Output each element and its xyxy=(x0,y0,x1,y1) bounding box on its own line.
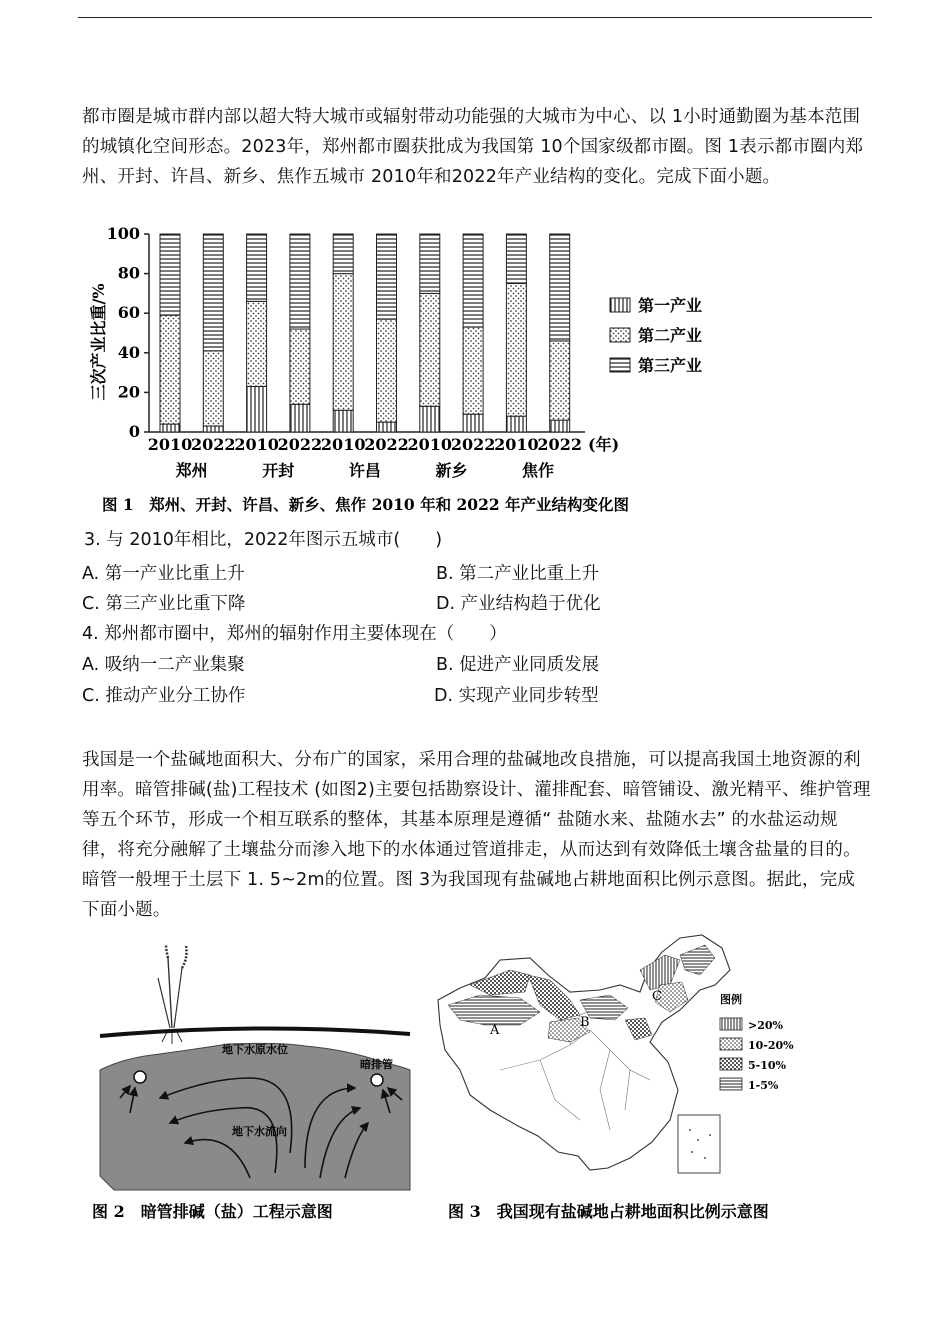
drain-pipe-left xyxy=(134,1071,146,1083)
bar-segment-3 xyxy=(203,234,223,351)
flow-label: 地下水流向 xyxy=(232,1125,287,1138)
water-table-label: 地下水原水位 xyxy=(222,1043,288,1056)
bar-segment-3 xyxy=(247,234,267,301)
bar-segment-3 xyxy=(463,234,483,327)
legend-label: 第一产业 xyxy=(638,296,703,315)
bar-segment-3 xyxy=(377,234,397,319)
passage-2: 我国是一个盐碱地面积大、分布广的国家，采用合理的盐碱地改良措施，可以提高我国土地资源的利用率。暗管排碱(盐)工程技术 (如图2)主要包括勘察设计、灌排配套、暗管铺设、激光精平、维护管理等五个环节，形成一个相互联系的整体，其基本原理是遵循“ 盐随水来、盐随水去” 的水盐运动规律，将充分融解了土壤盐分而渗入地下的水体通过管道排走，从而达到有效降低土壤含盐量的目的。暗管一般埋于土层下 1. 5~2m的位置。图 3为我国现有盐碱地占耕地面积比例示意图。据此，完成下面小题。 xyxy=(82,750,871,920)
figure-1-chart xyxy=(82,222,722,518)
bar-segment-2 xyxy=(203,351,223,426)
q4-option-d[interactable]: D. 实现产业同步转型 xyxy=(434,686,599,706)
bar-segment-2 xyxy=(506,284,526,417)
bar-segment-1 xyxy=(463,414,483,432)
south-china-sea-inset xyxy=(678,1115,720,1173)
q3-option-c[interactable]: C. 第三产业比重下降 xyxy=(82,594,246,614)
legend-title: 图例 xyxy=(720,993,742,1006)
pipe-label: 暗排管 xyxy=(360,1058,393,1071)
drain-pipe-right xyxy=(371,1074,383,1086)
point-c-label: C xyxy=(652,989,662,1004)
legend-swatch xyxy=(610,298,630,312)
y-tick-label: 100 xyxy=(106,224,140,243)
bar-segment-3 xyxy=(506,234,526,284)
point-b-label: B xyxy=(580,1015,590,1030)
bar-segment-2 xyxy=(550,341,570,420)
figure-2-caption: 图 2 暗管排碱（盐）工程示意图 xyxy=(92,1202,333,1221)
x-group-label: 开封 xyxy=(262,461,295,480)
bar-segment-2 xyxy=(377,319,397,422)
y-tick-label: 20 xyxy=(117,382,140,402)
q3-stem: 3. 与 2010年相比，2022年图示五城市( ) xyxy=(84,530,443,550)
figure-3-map xyxy=(430,930,850,1230)
x-tick-label: 2022 xyxy=(364,435,409,454)
y-tick-label: 40 xyxy=(117,342,140,362)
map-legend-label: >20% xyxy=(748,1019,783,1032)
x-tick-label: 2022 xyxy=(191,435,236,454)
map-legend-swatch xyxy=(720,1058,742,1070)
bar-segment-1 xyxy=(290,404,310,432)
bar-segment-1 xyxy=(377,422,397,432)
bar-segment-1 xyxy=(333,410,353,432)
q4-option-c[interactable]: C. 推动产业分工协作 xyxy=(82,686,246,706)
map-legend-label: 10-20% xyxy=(748,1039,794,1052)
map-legend-swatch xyxy=(720,1078,742,1090)
figure-1-caption: 图 1 郑州、开封、许昌、新乡、焦作 2010 年和 2022 年产业结构变化图 xyxy=(102,495,630,514)
x-tick-label: 2022 xyxy=(537,435,582,454)
bar-segment-2 xyxy=(420,293,440,406)
bar-segment-1 xyxy=(506,416,526,432)
q4-stem: 4. 郑州都市圈中，郑州的辐射作用主要体现在（ ） xyxy=(82,624,507,644)
legend-label: 第二产业 xyxy=(638,326,703,345)
x-group-label: 新乡 xyxy=(435,461,468,480)
x-tick-label: 2010 xyxy=(494,435,539,454)
legend-swatch xyxy=(610,358,630,372)
x-tick-label: 2010 xyxy=(147,435,193,454)
figure-2-diagram xyxy=(90,938,420,1228)
bar-segment-1 xyxy=(247,386,267,432)
map-legend-label: 1-5% xyxy=(748,1079,779,1092)
y-axis-title: 三次产业比重/% xyxy=(89,283,108,401)
x-tick-label: 2022 xyxy=(450,435,496,454)
legend-swatch xyxy=(610,328,630,342)
q3-option-d[interactable]: D. 产业结构趋于优化 xyxy=(436,594,601,614)
x-tick-label: 2010 xyxy=(320,435,366,454)
bar-segment-1 xyxy=(160,424,180,432)
map-legend-label: 5-10% xyxy=(748,1059,786,1072)
y-tick-label: 80 xyxy=(117,263,140,283)
passage-1: 都市圈是城市群内部以超大特大城市或辐射带动功能强的大城市为中心、以 1小时通勤圈为基本范围的城镇化空间形态。2023年，郑州都市圈获批成为我国第 10个国家级都市圈。图 1表示都市圈内郑州、开封、许昌、新乡、焦作五城市 2010年和2022年产业结构的变化。完成下面小题。 xyxy=(82,107,864,187)
bar-segment-1 xyxy=(420,406,440,432)
bar-segment-2 xyxy=(463,327,483,414)
point-a-label: A xyxy=(490,1023,500,1038)
x-tick-label: 2010 xyxy=(234,435,279,454)
x-unit: (年) xyxy=(588,435,620,454)
y-tick-label: 0 xyxy=(128,422,140,441)
bar-segment-3 xyxy=(333,234,353,274)
map-legend-swatch xyxy=(720,1038,742,1050)
bar-segment-3 xyxy=(420,234,440,293)
bar-segment-3 xyxy=(290,234,310,329)
x-group-label: 焦作 xyxy=(522,461,555,480)
map-legend-swatch xyxy=(720,1018,742,1030)
x-tick-label: 2022 xyxy=(277,435,323,454)
q3-option-a[interactable]: A. 第一产业比重上升 xyxy=(82,564,245,584)
bar-segment-1 xyxy=(550,420,570,432)
q4-option-b[interactable]: B. 促进产业同质发展 xyxy=(436,655,600,675)
bar-segment-3 xyxy=(160,234,180,315)
q4-option-a[interactable]: A. 吸纳一二产业集聚 xyxy=(82,655,245,675)
bar-segment-1 xyxy=(203,426,223,432)
x-group-label: 许昌 xyxy=(348,461,381,480)
header-rule xyxy=(78,17,872,18)
bar-segment-2 xyxy=(290,329,310,404)
q3-option-b[interactable]: B. 第二产业比重上升 xyxy=(436,564,600,584)
bar-segment-2 xyxy=(247,301,267,386)
x-group-label: 郑州 xyxy=(175,461,208,480)
x-tick-label: 2010 xyxy=(407,435,453,454)
bar-segment-3 xyxy=(550,234,570,341)
bar-segment-2 xyxy=(160,315,180,424)
figure-3-caption: 图 3 我国现有盐碱地占耕地面积比例示意图 xyxy=(448,1202,769,1221)
legend-label: 第三产业 xyxy=(638,356,703,375)
bar-segment-2 xyxy=(333,274,353,411)
y-tick-label: 60 xyxy=(117,303,140,323)
